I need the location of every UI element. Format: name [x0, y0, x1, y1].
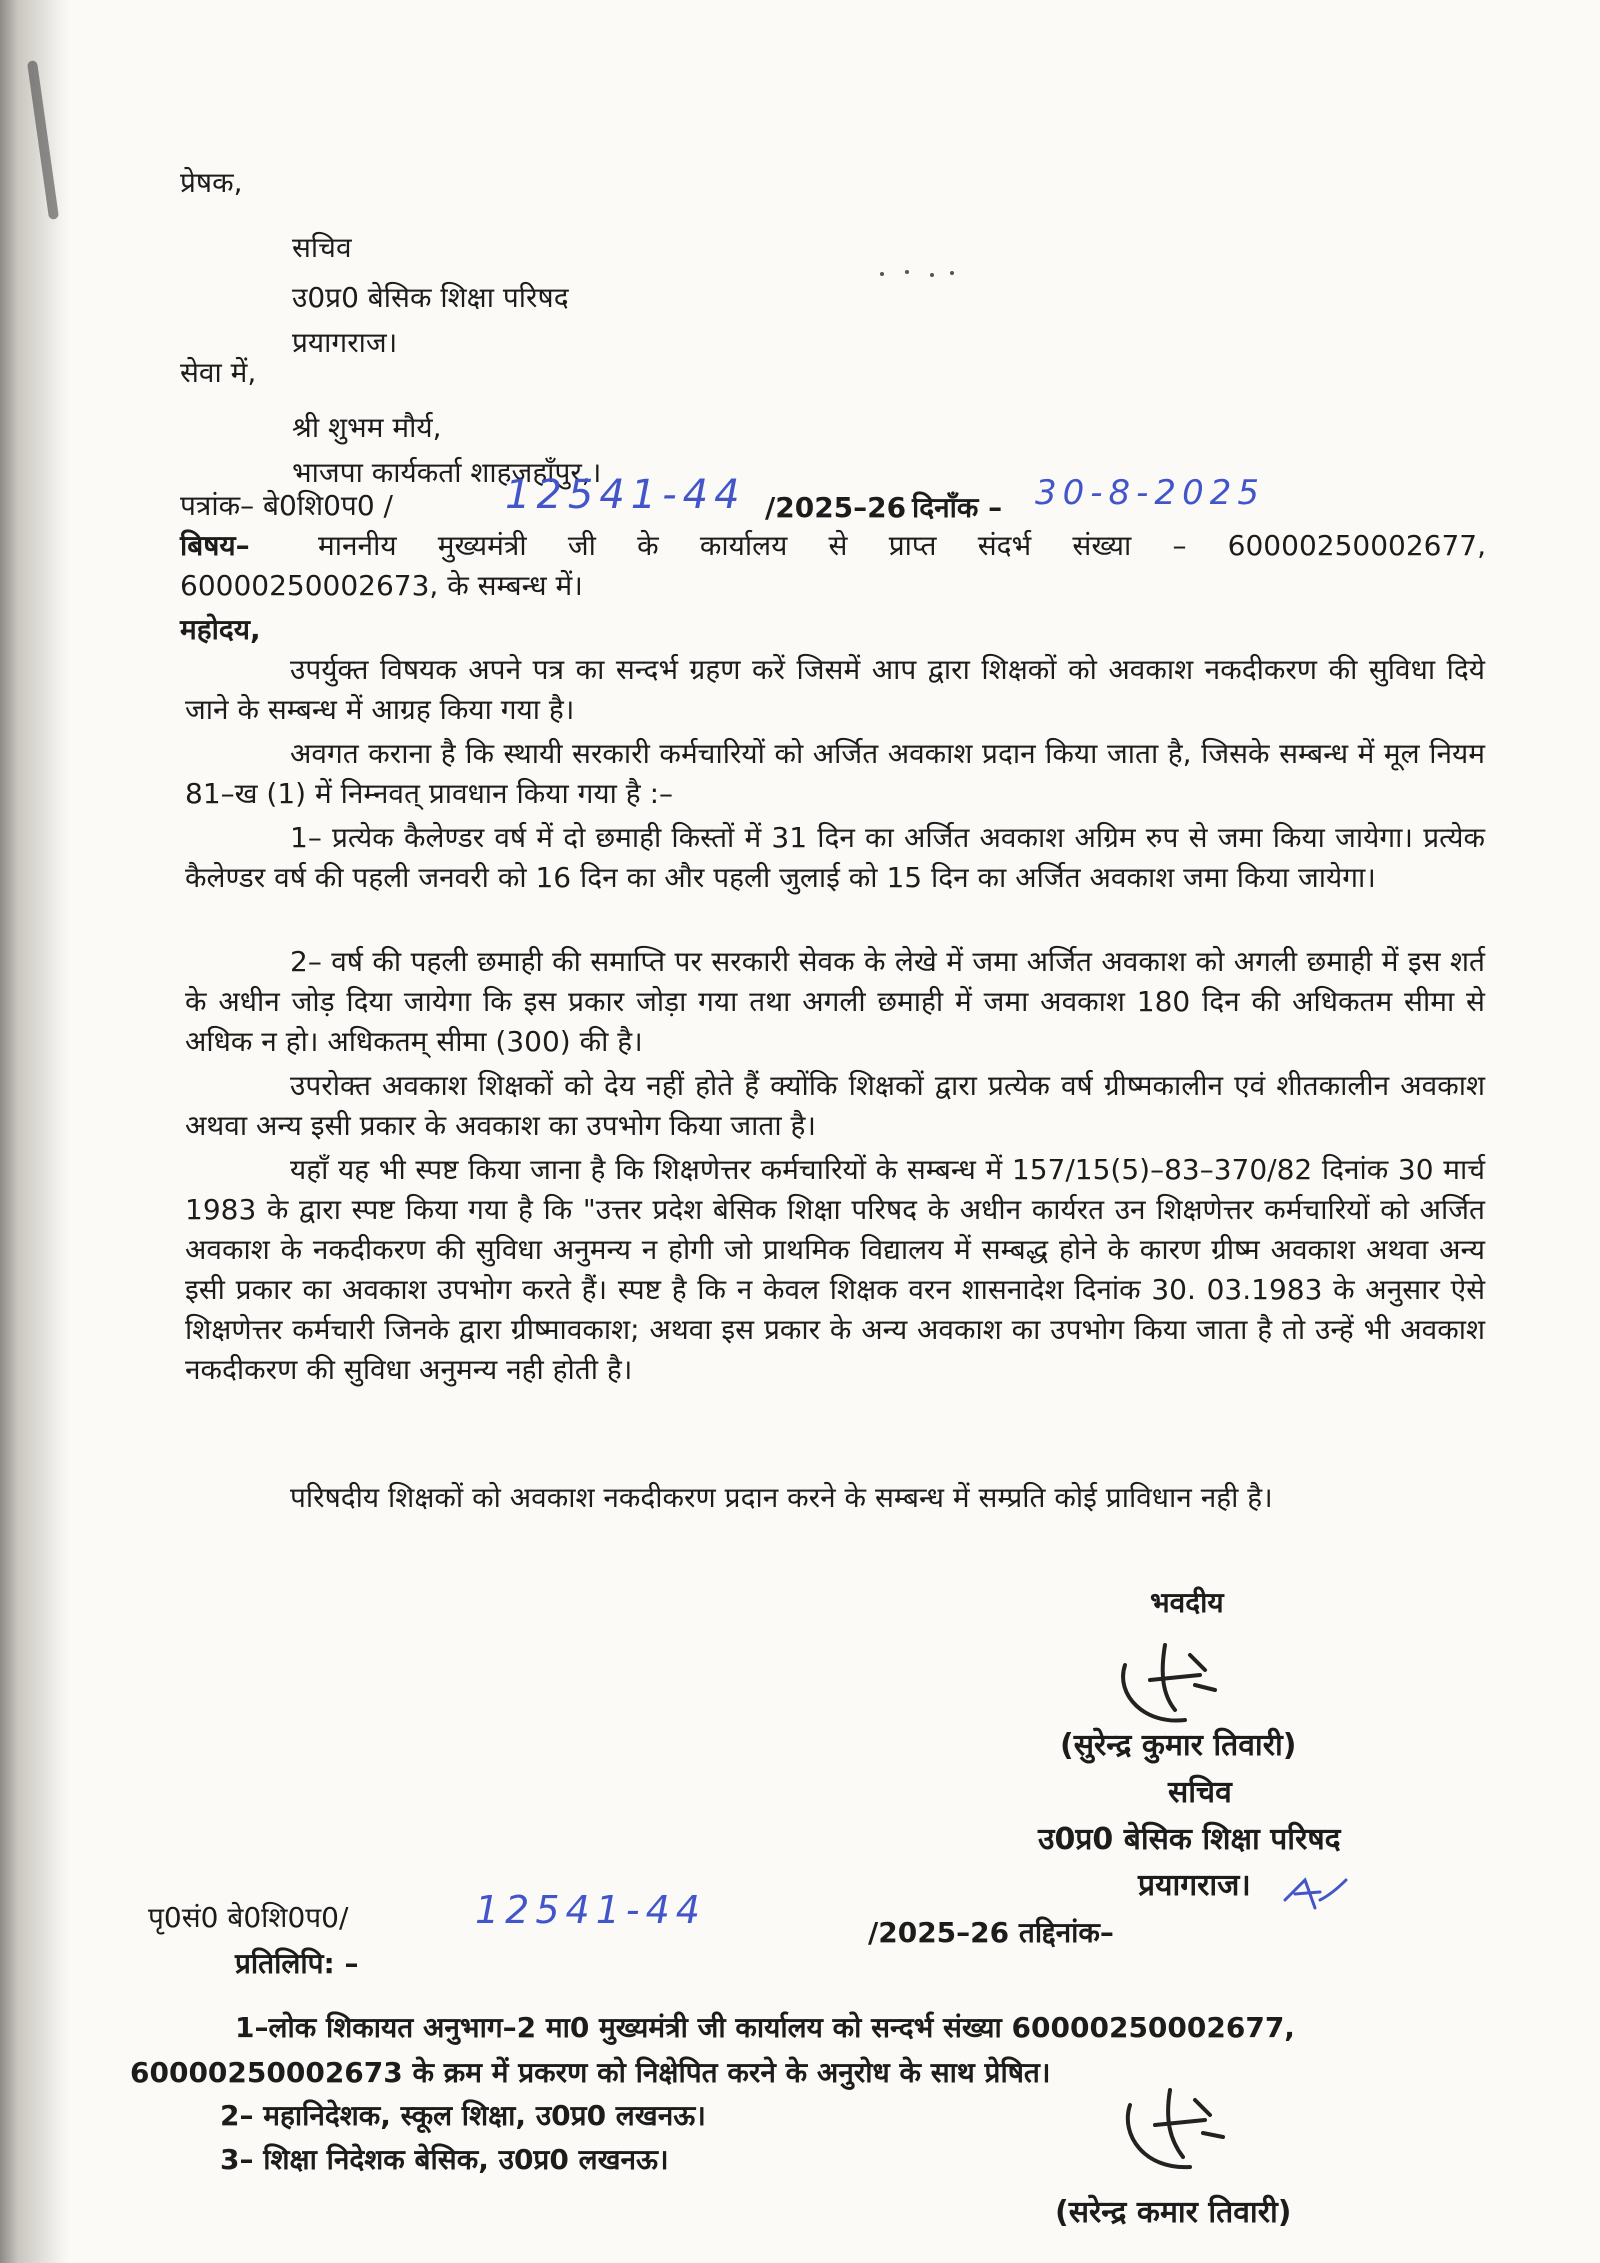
signatory-name: (सुरेन्द्र कुमार तिवारी)	[1060, 1728, 1297, 1763]
signature-mark	[1105, 1625, 1245, 1735]
handwritten-endorsement-number: 12541-44	[475, 1888, 706, 1932]
signatory-city: प्रयागराज।	[1138, 1868, 1251, 1903]
body-paragraph-1: उपर्युक्त विषयक अपने पत्र का सन्दर्भ ग्रहण करें जिसमें आप द्वारा शिक्षकों को अवकाश नकदीकरण की सुविधा दिये जाने के सम्बन्ध में आग्रह किया गया है।	[185, 653, 1485, 726]
sender-title: सचिव	[292, 231, 352, 264]
body-paragraph-3: 1– प्रत्येक कैलेण्डर वर्ष में दो छमाही किस्तों में 31 दिन का अर्जित अवकाश अग्रिम रुप से जमा किया जायेगा। प्रत्येक कैलेण्डर वर्ष की पहली जनवरी को 16 दिन का और पहली जुलाई को 15 दिन का अर्जित अवकाश जमा किया जायेगा।	[185, 821, 1485, 894]
body-paragraph-5: उपरोक्त अवकाश शिक्षकों को देय नहीं होते हैं क्योंकि शिक्षकों द्वारा प्रत्येक वर्ष ग्रीष्मकालीन एवं शीतकालीन अवकाश अथवा अन्य इसी प्रकार के अवकाश का उपभोग किया जाता है।	[185, 1069, 1485, 1142]
handwritten-date: 30-8-2025	[1035, 473, 1265, 513]
initials-mark	[1280, 1870, 1350, 1920]
recipient-designation: भाजपा कार्यकर्ता शाहजहाँपुर,।	[292, 456, 602, 489]
scan-speck	[880, 272, 884, 276]
copy-item-3: 3– शिक्षा निदेशक बेसिक, उ0प्र0 लखनऊ।	[220, 2143, 669, 2176]
body-paragraph-6: यहाँ यह भी स्पष्ट किया जाना है कि शिक्षणेत्तर कर्मचारियों के सम्बन्ध में 157/15(5)–83–370/82 दिनांक 30 मार्च 1983 के द्वारा स्पष्ट किया गया है कि "उत्तर प्रदेश बेसिक शिक्षा परिषद के अधीन कार्यरत उन शिक्षणेत्तर कर्मचारियों को अर्जित अवकाश के नकदीकरण की सुविधा अनुमन्य न होगी जो प्राथमिक विद्यालय में सम्बद्ध होने के कारण ग्रीष्म अवकाश अथवा अन्य इसी प्रकार का अवकाश उपभोग करते हैं। स्पष्ट है कि न केवल शिक्षक वरन शासनादेश दिनांक 30. 03.1983 के अनुसार ऐसे शिक्षणेत्तर कर्मचारी जिनके द्वारा ग्रीष्मावकाश; अथवा इस प्रकार के अन्य अवकाश का उपभोग किया जाता है तो उन्हें भी अवकाश नकदीकरण की सुविधा अनुमन्य नही होती है।	[185, 1153, 1485, 1386]
reference-year: /2025–26	[765, 491, 907, 524]
recipient-name: श्री शुभम मौर्य,	[292, 411, 442, 444]
endorsement-prefix: पृ0सं0 बे0शि0प0/	[148, 1901, 349, 1934]
valediction: भवदीय	[1150, 1586, 1224, 1619]
scan-speck	[950, 271, 954, 275]
date-label: दिनाँक –	[912, 491, 1003, 524]
body-paragraph-2: अवगत कराना है कि स्थायी सरकारी कर्मचारियों को अर्जित अवकाश प्रदान किया जाता है, जिसके सम्बन्ध में मूल नियम 81–ख (1) में निम्नवत् प्रावधान किया गया है :–	[185, 737, 1485, 810]
body-paragraph-7: परिषदीय शिक्षकों को अवकाश नकदीकरण प्रदान करने के सम्बन्ध में सम्प्रति कोई प्राविधान नही है।	[290, 1481, 1273, 1514]
sender-city: प्रयागराज।	[292, 326, 398, 359]
recipient-label: सेवा में,	[180, 356, 257, 389]
endorsement-signatory: (सरेन्द्र कमार तिवारी)	[1055, 2195, 1292, 2230]
copy-item-2: 2– महानिदेशक, स्कूल शिक्षा, उ0प्र0 लखनऊ।	[220, 2099, 706, 2132]
salutation: महोदय,	[180, 613, 261, 646]
endorsement-year-date: /2025–26 तद्दिनांक–	[868, 1916, 1114, 1949]
reference-prefix: पत्रांक– बे0शि0प0 /	[180, 489, 393, 522]
copy-item-1-line-2: 60000250002673 के क्रम में प्रकरण को निक्षेपित करने के अनुरोध के साथ प्रेषित।	[130, 2056, 1051, 2089]
body-paragraph-4: 2– वर्ष की पहली छमाही की समाप्ति पर सरकारी सेवक के लेखे में जमा अर्जित अवकाश को अगली छमाही में इस शर्त के अधीन जोड़ दिया जायेगा कि इस प्रकार जोड़ा गया तथा अगली छमाही में जमा अवकाश 180 दिन की अधिकतम सीमा से अधिक न हो। अधिकतम् सीमा (300) की है।	[185, 945, 1485, 1058]
subject-line-1: माननीय मुख्यमंत्री जी के कार्यालय से प्राप्त संदर्भ संख्या – 60000250002677,	[318, 529, 1486, 562]
signatory-office: उ0प्र0 बेसिक शिक्षा परिषद	[1038, 1822, 1341, 1857]
copy-item-1-line-1: 1–लोक शिकायत अनुभाग–2 मा0 मुख्यमंत्री जी कार्यालय को सन्दर्भ संख्या 60000250002677,	[235, 2011, 1295, 2044]
sender-label: प्रेषक,	[180, 166, 243, 199]
subject-line-2: 60000250002673, के सम्बन्ध में।	[180, 569, 583, 602]
signature-mark-2	[1115, 2075, 1235, 2185]
sender-office: उ0प्र0 बेसिक शिक्षा परिषद	[292, 281, 569, 314]
copy-label: प्रतिलिपि: –	[235, 1947, 359, 1980]
scan-edge-shadow	[0, 0, 70, 2263]
signatory-title: सचिव	[1168, 1775, 1232, 1810]
scan-speck	[905, 270, 909, 274]
subject-label: बिषय–	[180, 529, 250, 562]
scan-speck	[930, 273, 934, 277]
handwritten-reference-number: 12541-44	[505, 472, 746, 518]
